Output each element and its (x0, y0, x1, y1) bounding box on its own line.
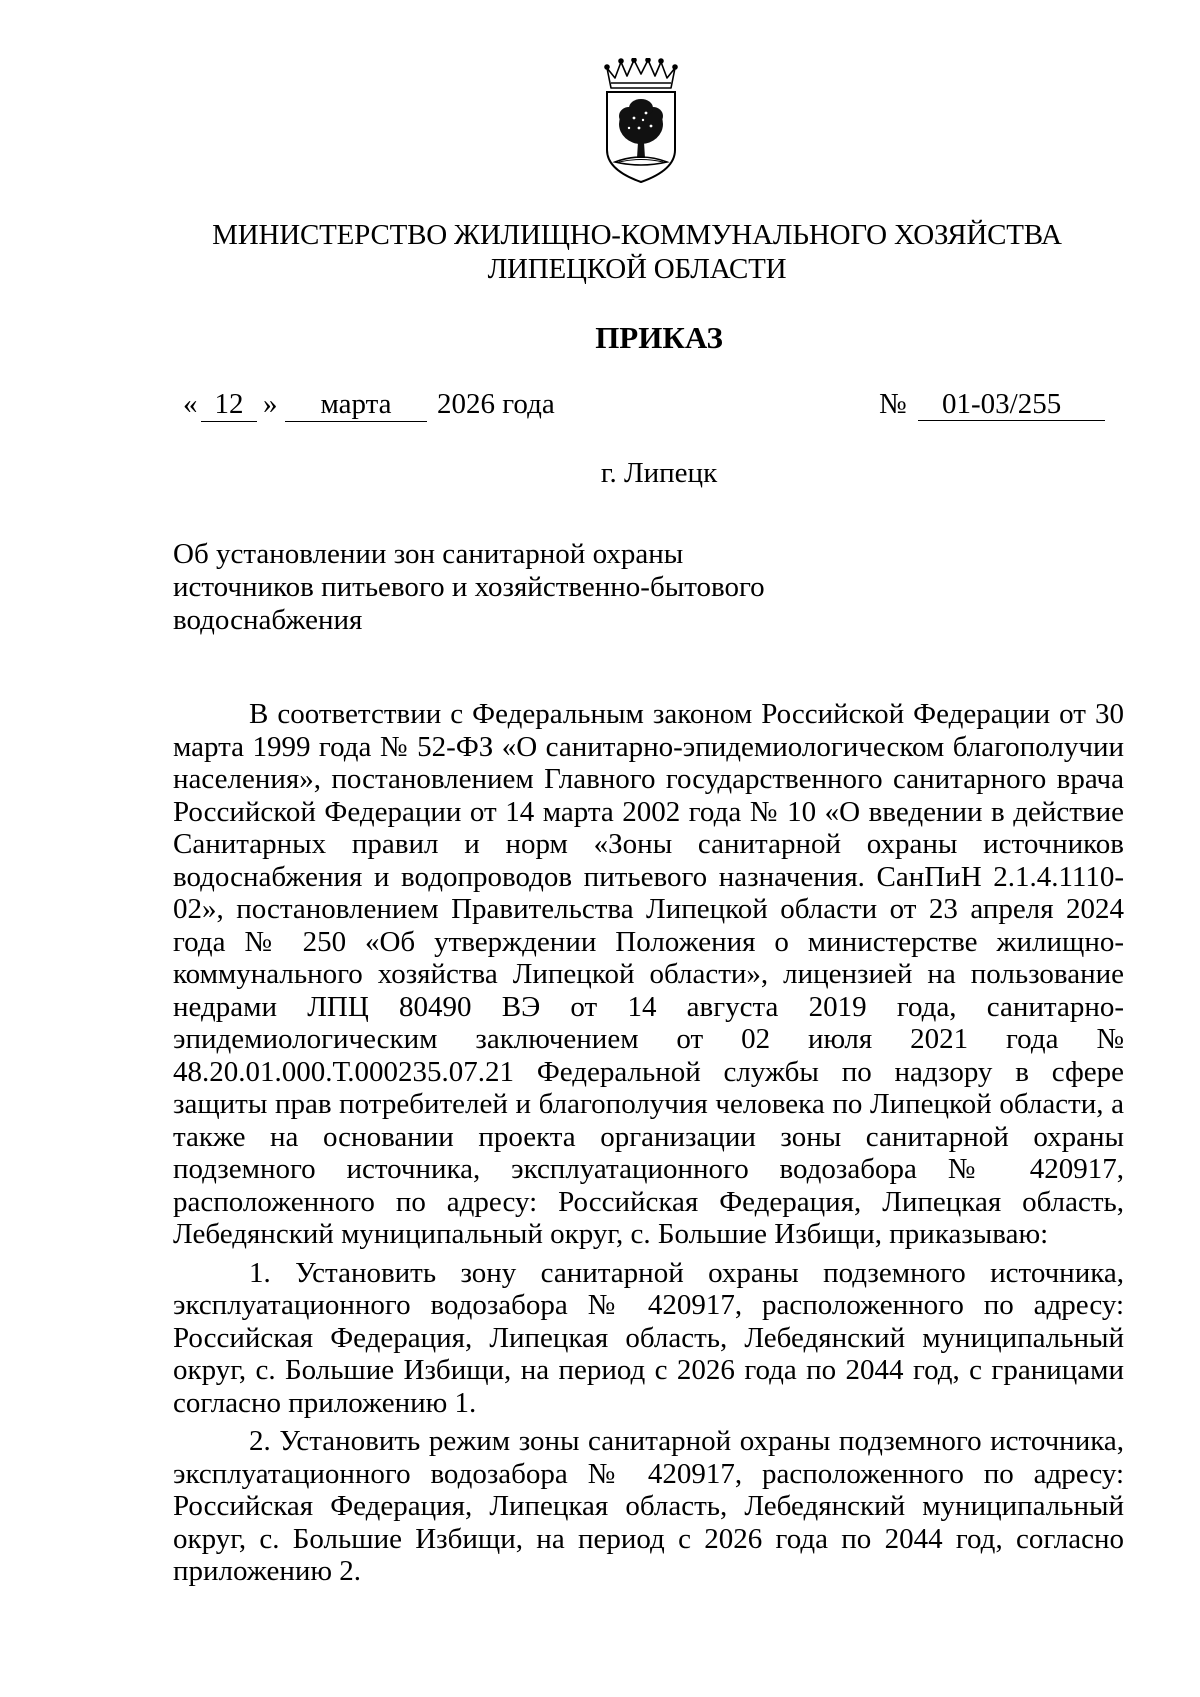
date-day: 12 (201, 387, 257, 422)
order-subject (173, 538, 793, 637)
date-year: 2026 года (437, 388, 555, 420)
date-close-quote: » (263, 388, 278, 420)
ministry-name (0, 218, 1200, 286)
city-name: г. Липецк (600, 457, 718, 489)
subject-line1: Об установлении зон санитарной охраны (173, 538, 684, 570)
date-open-quote: « (183, 388, 198, 420)
date-month: марта (285, 387, 427, 422)
subject-line3: водоснабжения (173, 604, 363, 636)
preamble-paragraph: В соответствии с Федеральным законом Российской Федерации от 30 марта 1999 года № 52-ФЗ «О санитарно-эпидемиологическом благополучии населения», постановлением Главного государственного санитарного врача Российской Федерации от 14 марта 2002 года № 10 «О введении в действие Санитарных правил и норм «Зоны санитарной охраны источников водоснабжения и водопроводов питьевого назначения. СанПиН 2.1.4.1110-02», постановлением Правительства Липецкой области от 23 апреля 2024 года № 250 «Об утверждении Положения о министерстве жилищно-коммунального хозяйства Липецкой области», лицензией на пользование недрами ЛПЦ 80490 ВЭ от 14 августа 2019 года, санитарно-эпидемиологическим заключением от 02 июля 2021 года № 48.20.01.000.Т.000235.07.21 Федеральной службы по надзору в сфере защиты прав потребителей и благополучия человека по Липецкой области, а также на основании проекта организации зоны санитарной охраны подземного источника, эксплуатационного водозабора № 420917, расположенного по адресу: Российская Федерация, Липецкая область, Лебедянский муниципальный округ, с. Большие Избищи, приказываю: (173, 698, 1124, 1250)
ministry-name-line1: МИНИСТЕРСТВО ЖИЛИЩНО-КОММУНАЛЬНОГО ХОЗЯЙСТВА (212, 219, 1062, 251)
lipetsk-coat-of-arms-icon (601, 58, 681, 186)
item-2-paragraph: 2. Установить режим зоны санитарной охраны подземного источника, эксплуатационного водозабора № 420917, расположенного по адресу: Российская Федерация, Липецкая область, Лебедянский муниципальный округ, с. Большие Избищи, на период с 2026 года по 2044 год, согласно приложению 2. (173, 1425, 1124, 1587)
subject-line2: источников питьевого и хозяйственно-бытового (173, 571, 765, 603)
number-sign: № (879, 388, 907, 420)
item-1-paragraph: 1. Установить зону санитарной охраны подземного источника, эксплуатационного водозабора № 420917, расположенного по адресу: Российская Федерация, Липецкая область, Лебедянский муниципальный округ, с. Большие Избищи, на период с 2026 года по 2044 год, с границами согласно приложению 1. (173, 1256, 1124, 1419)
ministry-name-line2: ЛИПЕЦКОЙ ОБЛАСТИ (487, 253, 787, 285)
document-type-title: ПРИКАЗ (595, 320, 723, 355)
number-value: 01-03/255 (918, 387, 1105, 421)
order-body (173, 698, 1124, 1588)
